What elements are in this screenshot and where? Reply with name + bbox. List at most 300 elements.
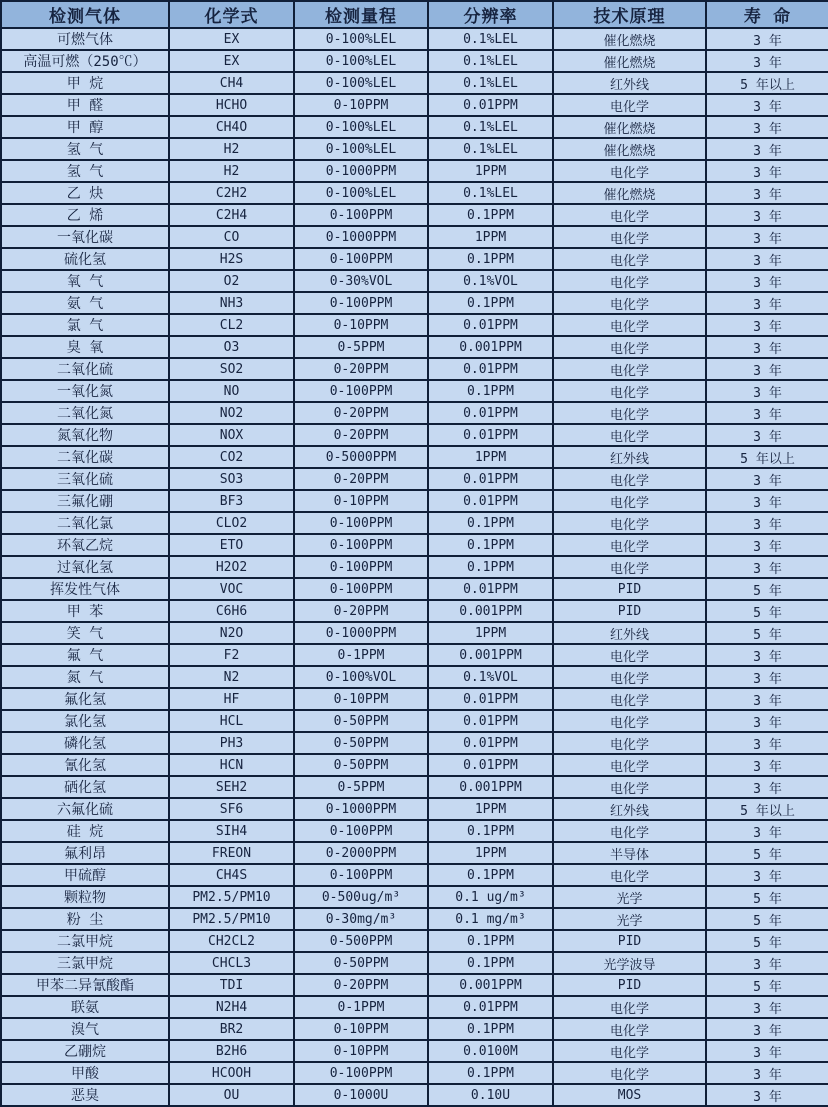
cell-resolution: 0.1%LEL [428, 182, 553, 204]
cell-principle: 光学 [553, 886, 706, 908]
cell-gas: 环氧乙烷 [1, 534, 169, 556]
cell-formula: HCHO [169, 94, 294, 116]
cell-formula: CH4S [169, 864, 294, 886]
table-row [1, 908, 828, 930]
cell-formula: SEH2 [169, 776, 294, 798]
cell-life: 3 年 [706, 314, 828, 336]
table-row [1, 72, 828, 94]
cell-principle: 电化学 [553, 402, 706, 424]
cell-formula: CHCL3 [169, 952, 294, 974]
cell-range: 0-30%VOL [294, 270, 428, 292]
cell-resolution: 0.1%LEL [428, 138, 553, 160]
cell-life: 3 年 [706, 50, 828, 72]
cell-formula: N2O [169, 622, 294, 644]
cell-formula: SIH4 [169, 820, 294, 842]
cell-gas: 氰化氢 [1, 754, 169, 776]
cell-principle: 电化学 [553, 468, 706, 490]
table-row [1, 490, 828, 512]
cell-gas: 恶臭 [1, 1084, 169, 1106]
cell-formula: NOX [169, 424, 294, 446]
cell-principle: PID [553, 578, 706, 600]
cell-life: 5 年 [706, 974, 828, 996]
table-row [1, 776, 828, 798]
cell-principle: 电化学 [553, 512, 706, 534]
cell-range: 0-20PPM [294, 402, 428, 424]
cell-principle: 电化学 [553, 424, 706, 446]
cell-gas: 甲苯二异氰酸酯 [1, 974, 169, 996]
cell-range: 0-100%LEL [294, 72, 428, 94]
cell-gas: 粉 尘 [1, 908, 169, 930]
cell-resolution: 0.1 mg/m³ [428, 908, 553, 930]
cell-range: 0-1PPM [294, 644, 428, 666]
table-row [1, 292, 828, 314]
cell-principle: 电化学 [553, 204, 706, 226]
cell-principle: 催化燃烧 [553, 138, 706, 160]
cell-life: 3 年 [706, 358, 828, 380]
cell-resolution: 1PPM [428, 798, 553, 820]
cell-principle: 电化学 [553, 358, 706, 380]
table-row [1, 248, 828, 270]
table-row [1, 1084, 828, 1106]
cell-formula: C2H2 [169, 182, 294, 204]
cell-life: 5 年 [706, 842, 828, 864]
cell-resolution: 0.1PPM [428, 204, 553, 226]
cell-resolution: 0.01PPM [428, 490, 553, 512]
cell-life: 3 年 [706, 666, 828, 688]
cell-gas: 二氯甲烷 [1, 930, 169, 952]
cell-gas: 笑 气 [1, 622, 169, 644]
cell-resolution: 0.001PPM [428, 600, 553, 622]
cell-life: 3 年 [706, 952, 828, 974]
column-header-range: 检测量程 [294, 1, 428, 28]
cell-resolution: 0.1%VOL [428, 666, 553, 688]
cell-principle: PID [553, 600, 706, 622]
cell-gas: 氯 气 [1, 314, 169, 336]
cell-formula: HF [169, 688, 294, 710]
cell-life: 3 年 [706, 820, 828, 842]
cell-range: 0-100PPM [294, 512, 428, 534]
cell-range: 0-20PPM [294, 358, 428, 380]
cell-formula: H2O2 [169, 556, 294, 578]
cell-principle: 电化学 [553, 688, 706, 710]
cell-range: 0-100PPM [294, 578, 428, 600]
cell-principle: 电化学 [553, 754, 706, 776]
cell-formula: EX [169, 28, 294, 50]
cell-life: 5 年 [706, 930, 828, 952]
cell-gas: 联氨 [1, 996, 169, 1018]
cell-formula: SO2 [169, 358, 294, 380]
cell-principle: 电化学 [553, 490, 706, 512]
table-row [1, 996, 828, 1018]
cell-gas: 氨 气 [1, 292, 169, 314]
cell-principle: 电化学 [553, 160, 706, 182]
cell-life: 3 年 [706, 28, 828, 50]
table-row [1, 798, 828, 820]
cell-gas: 氟利昂 [1, 842, 169, 864]
cell-principle: 电化学 [553, 732, 706, 754]
cell-gas: 磷化氢 [1, 732, 169, 754]
cell-gas: 高温可燃（250℃） [1, 50, 169, 72]
cell-life: 3 年 [706, 776, 828, 798]
cell-gas: 乙硼烷 [1, 1040, 169, 1062]
cell-principle: 电化学 [553, 644, 706, 666]
cell-formula: ETO [169, 534, 294, 556]
cell-range: 0-100%LEL [294, 50, 428, 72]
cell-resolution: 0.1PPM [428, 292, 553, 314]
cell-resolution: 0.01PPM [428, 468, 553, 490]
cell-gas: 氢 气 [1, 160, 169, 182]
cell-formula: VOC [169, 578, 294, 600]
table-row [1, 644, 828, 666]
cell-resolution: 0.1%LEL [428, 116, 553, 138]
cell-range: 0-10PPM [294, 688, 428, 710]
cell-range: 0-100PPM [294, 864, 428, 886]
cell-principle: 电化学 [553, 534, 706, 556]
cell-life: 5 年 [706, 908, 828, 930]
table-row [1, 864, 828, 886]
cell-principle: 光学 [553, 908, 706, 930]
cell-resolution: 0.1PPM [428, 534, 553, 556]
cell-formula: CH4O [169, 116, 294, 138]
table-row [1, 446, 828, 468]
cell-range: 0-100PPM [294, 248, 428, 270]
table-row [1, 512, 828, 534]
cell-life: 5 年以上 [706, 446, 828, 468]
column-header-principle: 技术原理 [553, 1, 706, 28]
cell-formula: C6H6 [169, 600, 294, 622]
cell-gas: 氯化氢 [1, 710, 169, 732]
table-row [1, 358, 828, 380]
table-row [1, 930, 828, 952]
table-row [1, 842, 828, 864]
cell-range: 0-1PPM [294, 996, 428, 1018]
cell-formula: CH2CL2 [169, 930, 294, 952]
cell-formula: PM2.5/PM10 [169, 908, 294, 930]
cell-formula: N2H4 [169, 996, 294, 1018]
cell-range: 0-100PPM [294, 820, 428, 842]
cell-life: 3 年 [706, 556, 828, 578]
cell-range: 0-5PPM [294, 336, 428, 358]
cell-resolution: 0.1PPM [428, 930, 553, 952]
cell-resolution: 0.001PPM [428, 644, 553, 666]
cell-formula: O2 [169, 270, 294, 292]
table-row [1, 336, 828, 358]
cell-life: 3 年 [706, 644, 828, 666]
table-row [1, 754, 828, 776]
cell-life: 5 年 [706, 886, 828, 908]
cell-gas: 二氧化碳 [1, 446, 169, 468]
cell-gas: 二氧化氯 [1, 512, 169, 534]
cell-principle: 电化学 [553, 996, 706, 1018]
cell-gas: 氧 气 [1, 270, 169, 292]
cell-resolution: 0.1PPM [428, 820, 553, 842]
cell-principle: 电化学 [553, 556, 706, 578]
cell-formula: HCOOH [169, 1062, 294, 1084]
cell-principle: 电化学 [553, 314, 706, 336]
cell-gas: 溴气 [1, 1018, 169, 1040]
cell-range: 0-10PPM [294, 94, 428, 116]
column-header-resolution: 分辨率 [428, 1, 553, 28]
cell-gas: 硅 烷 [1, 820, 169, 842]
cell-formula: N2 [169, 666, 294, 688]
cell-life: 3 年 [706, 336, 828, 358]
cell-life: 3 年 [706, 204, 828, 226]
cell-gas: 三氧化硫 [1, 468, 169, 490]
cell-gas: 甲酸 [1, 1062, 169, 1084]
cell-range: 0-100PPM [294, 534, 428, 556]
cell-principle: 电化学 [553, 248, 706, 270]
cell-principle: 半导体 [553, 842, 706, 864]
cell-gas: 一氧化氮 [1, 380, 169, 402]
table-row [1, 226, 828, 248]
cell-formula: HCL [169, 710, 294, 732]
cell-principle: 红外线 [553, 446, 706, 468]
cell-gas: 六氟化硫 [1, 798, 169, 820]
cell-resolution: 0.1PPM [428, 512, 553, 534]
cell-resolution: 0.01PPM [428, 424, 553, 446]
cell-life: 3 年 [706, 1084, 828, 1106]
cell-gas: 二氧化硫 [1, 358, 169, 380]
cell-formula: CO2 [169, 446, 294, 468]
cell-resolution: 1PPM [428, 622, 553, 644]
cell-range: 0-1000PPM [294, 160, 428, 182]
cell-resolution: 1PPM [428, 446, 553, 468]
cell-gas: 硫化氢 [1, 248, 169, 270]
cell-gas: 颗粒物 [1, 886, 169, 908]
cell-principle: 催化燃烧 [553, 50, 706, 72]
cell-resolution: 1PPM [428, 160, 553, 182]
cell-range: 0-20PPM [294, 600, 428, 622]
cell-resolution: 0.1PPM [428, 1062, 553, 1084]
cell-resolution: 0.01PPM [428, 402, 553, 424]
cell-resolution: 0.01PPM [428, 732, 553, 754]
cell-resolution: 0.01PPM [428, 688, 553, 710]
table-row [1, 204, 828, 226]
cell-principle: 光学波导 [553, 952, 706, 974]
cell-resolution: 1PPM [428, 226, 553, 248]
cell-formula: FREON [169, 842, 294, 864]
cell-life: 3 年 [706, 424, 828, 446]
cell-resolution: 0.1%LEL [428, 50, 553, 72]
table-row [1, 1018, 828, 1040]
cell-life: 3 年 [706, 380, 828, 402]
cell-resolution: 0.01PPM [428, 996, 553, 1018]
table-row [1, 402, 828, 424]
cell-life: 3 年 [706, 1062, 828, 1084]
table-row [1, 270, 828, 292]
cell-gas: 甲 醇 [1, 116, 169, 138]
cell-gas: 乙 炔 [1, 182, 169, 204]
cell-range: 0-2000PPM [294, 842, 428, 864]
cell-principle: 电化学 [553, 94, 706, 116]
cell-gas: 甲 苯 [1, 600, 169, 622]
cell-range: 0-100PPM [294, 292, 428, 314]
cell-principle: 电化学 [553, 1040, 706, 1062]
cell-resolution: 0.001PPM [428, 336, 553, 358]
cell-life: 5 年以上 [706, 798, 828, 820]
table-row [1, 1040, 828, 1062]
cell-principle: 红外线 [553, 622, 706, 644]
cell-principle: 催化燃烧 [553, 182, 706, 204]
cell-principle: PID [553, 974, 706, 996]
cell-gas: 一氧化碳 [1, 226, 169, 248]
cell-range: 0-10PPM [294, 314, 428, 336]
cell-principle: 电化学 [553, 380, 706, 402]
table-row [1, 160, 828, 182]
cell-resolution: 0.01PPM [428, 578, 553, 600]
column-header-gas: 检测气体 [1, 1, 169, 28]
cell-gas: 甲 醛 [1, 94, 169, 116]
cell-principle: 电化学 [553, 292, 706, 314]
cell-resolution: 0.1PPM [428, 380, 553, 402]
table-row [1, 556, 828, 578]
table-row [1, 28, 828, 50]
cell-resolution: 0.01PPM [428, 314, 553, 336]
cell-resolution: 1PPM [428, 842, 553, 864]
cell-life: 3 年 [706, 468, 828, 490]
cell-range: 0-100%VOL [294, 666, 428, 688]
table-row [1, 468, 828, 490]
cell-resolution: 0.1 ug/m³ [428, 886, 553, 908]
cell-resolution: 0.01PPM [428, 754, 553, 776]
cell-life: 3 年 [706, 248, 828, 270]
table-row [1, 1062, 828, 1084]
table-row [1, 138, 828, 160]
cell-range: 0-50PPM [294, 754, 428, 776]
cell-principle: 电化学 [553, 820, 706, 842]
cell-gas: 硒化氢 [1, 776, 169, 798]
cell-life: 3 年 [706, 512, 828, 534]
cell-formula: BR2 [169, 1018, 294, 1040]
cell-principle: 电化学 [553, 710, 706, 732]
cell-formula: CH4 [169, 72, 294, 94]
cell-gas: 三氟化硼 [1, 490, 169, 512]
cell-gas: 挥发性气体 [1, 578, 169, 600]
cell-gas: 氟 气 [1, 644, 169, 666]
cell-gas: 氟化氢 [1, 688, 169, 710]
cell-formula: H2 [169, 160, 294, 182]
cell-formula: TDI [169, 974, 294, 996]
cell-life: 3 年 [706, 754, 828, 776]
cell-range: 0-100PPM [294, 1062, 428, 1084]
cell-resolution: 0.1%LEL [428, 72, 553, 94]
cell-range: 0-100PPM [294, 204, 428, 226]
cell-resolution: 0.0100M [428, 1040, 553, 1062]
table-row [1, 820, 828, 842]
table-row [1, 534, 828, 556]
cell-formula: NH3 [169, 292, 294, 314]
cell-gas: 乙 烯 [1, 204, 169, 226]
cell-gas: 甲硫醇 [1, 864, 169, 886]
table-row [1, 974, 828, 996]
cell-range: 0-500ug/m³ [294, 886, 428, 908]
cell-life: 3 年 [706, 116, 828, 138]
cell-principle: 电化学 [553, 776, 706, 798]
cell-life: 3 年 [706, 534, 828, 556]
cell-range: 0-10PPM [294, 1040, 428, 1062]
cell-formula: CLO2 [169, 512, 294, 534]
cell-life: 3 年 [706, 270, 828, 292]
cell-life: 3 年 [706, 688, 828, 710]
cell-life: 3 年 [706, 226, 828, 248]
cell-range: 0-10PPM [294, 490, 428, 512]
cell-range: 0-50PPM [294, 732, 428, 754]
cell-formula: NO2 [169, 402, 294, 424]
cell-gas: 氢 气 [1, 138, 169, 160]
cell-formula: BF3 [169, 490, 294, 512]
cell-formula: B2H6 [169, 1040, 294, 1062]
cell-life: 3 年 [706, 490, 828, 512]
table-row [1, 314, 828, 336]
cell-principle: 催化燃烧 [553, 116, 706, 138]
cell-range: 0-5000PPM [294, 446, 428, 468]
table-row [1, 116, 828, 138]
table-row [1, 732, 828, 754]
cell-formula: NO [169, 380, 294, 402]
cell-gas: 氮 气 [1, 666, 169, 688]
cell-formula: SF6 [169, 798, 294, 820]
cell-range: 0-5PPM [294, 776, 428, 798]
table-row [1, 424, 828, 446]
cell-formula: OU [169, 1084, 294, 1106]
cell-principle: 电化学 [553, 1062, 706, 1084]
table-row [1, 710, 828, 732]
cell-life: 3 年 [706, 864, 828, 886]
cell-range: 0-100%LEL [294, 182, 428, 204]
cell-life: 3 年 [706, 94, 828, 116]
cell-range: 0-30mg/m³ [294, 908, 428, 930]
header-row [1, 1, 828, 28]
cell-range: 0-100%LEL [294, 116, 428, 138]
cell-life: 5 年 [706, 600, 828, 622]
cell-formula: C2H4 [169, 204, 294, 226]
cell-life: 5 年 [706, 578, 828, 600]
cell-range: 0-10PPM [294, 1018, 428, 1040]
cell-life: 5 年 [706, 622, 828, 644]
cell-formula: H2 [169, 138, 294, 160]
cell-resolution: 0.1PPM [428, 248, 553, 270]
table-row [1, 380, 828, 402]
cell-range: 0-20PPM [294, 468, 428, 490]
cell-resolution: 0.01PPM [428, 94, 553, 116]
cell-resolution: 0.1PPM [428, 864, 553, 886]
cell-formula: CO [169, 226, 294, 248]
cell-principle: 电化学 [553, 666, 706, 688]
cell-range: 0-20PPM [294, 974, 428, 996]
cell-principle: 电化学 [553, 226, 706, 248]
table-body [1, 28, 828, 1106]
cell-range: 0-1000PPM [294, 798, 428, 820]
cell-gas: 可燃气体 [1, 28, 169, 50]
cell-life: 3 年 [706, 996, 828, 1018]
cell-life: 3 年 [706, 710, 828, 732]
cell-life: 3 年 [706, 160, 828, 182]
cell-range: 0-1000PPM [294, 622, 428, 644]
cell-range: 0-100PPM [294, 380, 428, 402]
cell-gas: 三氯甲烷 [1, 952, 169, 974]
cell-range: 0-1000U [294, 1084, 428, 1106]
cell-formula: O3 [169, 336, 294, 358]
cell-formula: CL2 [169, 314, 294, 336]
table-row [1, 182, 828, 204]
table-row [1, 666, 828, 688]
table-row [1, 886, 828, 908]
table-row [1, 622, 828, 644]
cell-gas: 氮氧化物 [1, 424, 169, 446]
table-row [1, 94, 828, 116]
cell-principle: 电化学 [553, 1018, 706, 1040]
cell-resolution: 0.10U [428, 1084, 553, 1106]
